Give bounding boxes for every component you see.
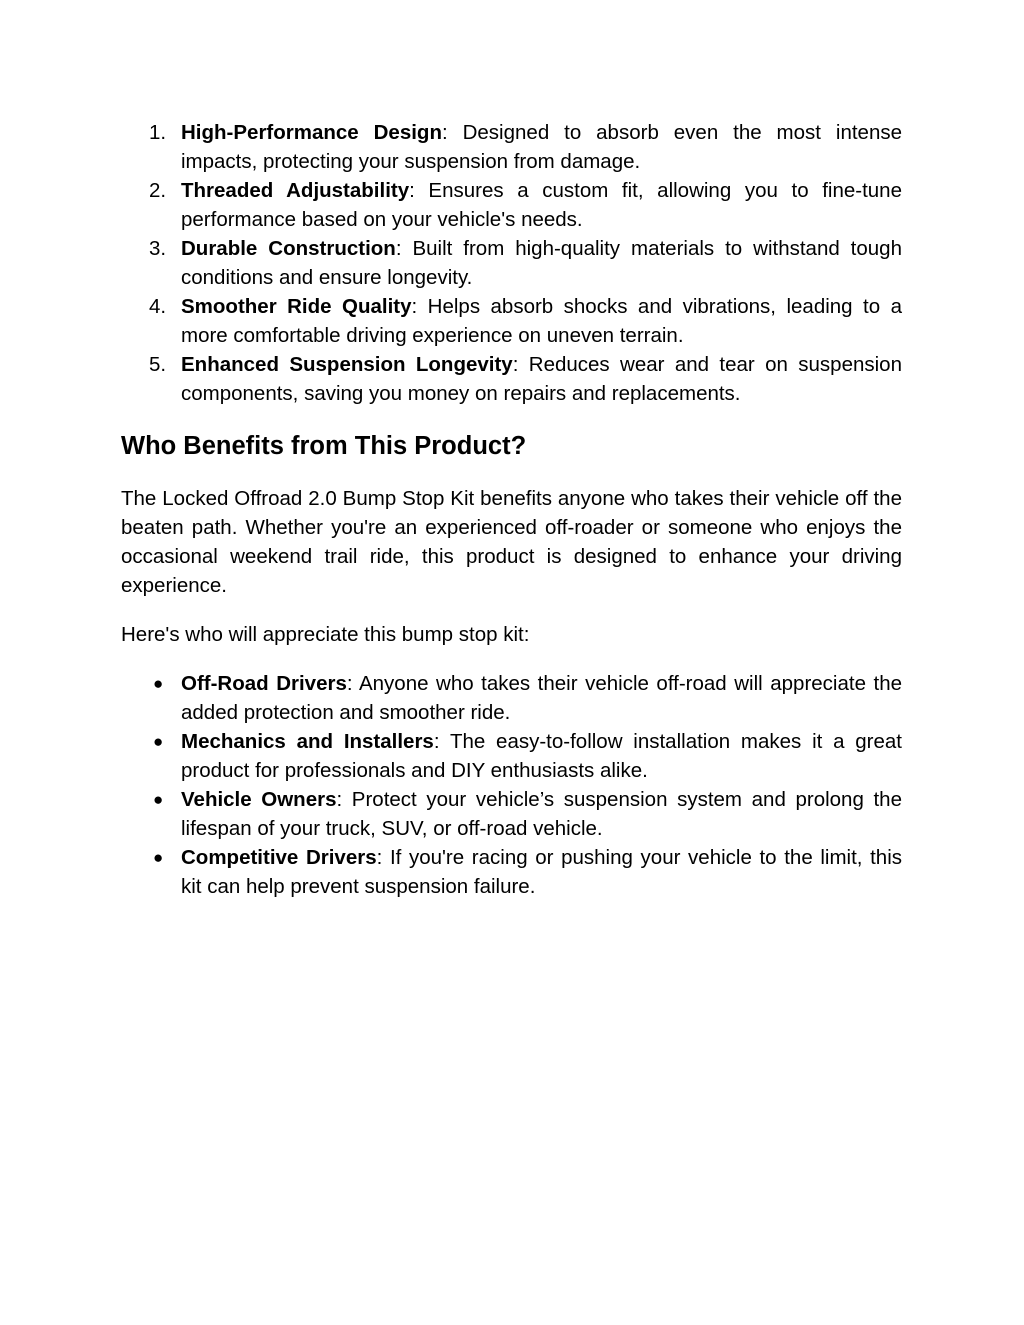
feature-item — [121, 176, 902, 234]
audience-text: : If you're racing or pushing your vehicle to the limit, this kit can help prevent suspension failure. — [181, 846, 903, 898]
audience-item — [121, 843, 902, 901]
audience-term: Mechanics and Installers — [181, 730, 434, 753]
audience-item — [121, 669, 902, 727]
section-heading: Who Benefits from This Product? — [121, 432, 527, 460]
audience-item — [121, 785, 902, 843]
feature-term: Smoother Ride Quality — [181, 295, 412, 318]
list-number: 5. — [149, 353, 167, 376]
feature-text: : Ensures a custom fit, allowing you to fine-tune performance based on your vehicle's needs. — [181, 179, 902, 231]
audience-term: Off-Road Drivers — [181, 672, 347, 695]
feature-term: Durable Construction — [181, 237, 396, 260]
feature-item — [121, 234, 902, 292]
bullet-icon: ● — [153, 848, 164, 867]
feature-text: : Built from high-quality materials to withstand tough conditions and ensure longevity. — [181, 237, 902, 289]
feature-term: Enhanced Suspension Longevity — [181, 353, 513, 376]
feature-item — [121, 292, 902, 350]
audience-item — [121, 727, 902, 785]
feature-item — [121, 118, 902, 176]
feature-term: Threaded Adjustability — [181, 179, 410, 202]
list-number: 4. — [149, 295, 167, 318]
bullet-icon: ● — [153, 790, 164, 809]
bullet-icon: ● — [153, 732, 164, 751]
feature-text: : Helps absorb shocks and vibrations, leading to a more comfortable driving experience on uneven terrain. — [181, 295, 902, 347]
bullet-icon: ● — [153, 674, 164, 693]
list-number: 3. — [149, 237, 167, 260]
audience-text: : The easy-to-follow installation makes it a great product for professionals and DIY enthusiasts alike. — [181, 730, 902, 782]
audience-text: : Anyone who takes their vehicle off-road will appreciate the added protection and smoother ride. — [181, 672, 902, 724]
list-number: 1. — [149, 121, 167, 144]
section-paragraph: The Locked Offroad 2.0 Bump Stop Kit benefits anyone who takes their vehicle off the beaten path. Whether you're an experienced off-roader or someone who enjoys the occasional weekend trail ride, this product is designed to enhance your driving experience. — [121, 487, 902, 597]
audience-text: : Protect your vehicle’s suspension system and prolong the lifespan of your truck, SUV, or off-road vehicle. — [181, 788, 902, 840]
audience-list — [121, 669, 902, 901]
section-intro: Here's who will appreciate this bump stop kit: — [121, 623, 530, 646]
list-number: 2. — [149, 179, 167, 202]
audience-term: Competitive Drivers — [181, 846, 377, 869]
audience-term: Vehicle Owners — [181, 788, 337, 811]
feature-item — [121, 350, 902, 408]
feature-text: : Reduces wear and tear on suspension components, saving you money on repairs and replacements. — [181, 353, 902, 405]
feature-text: : Designed to absorb even the most intense impacts, protecting your suspension from damage. — [181, 121, 903, 173]
features-list — [121, 118, 902, 408]
feature-term: High-Performance Design — [181, 121, 442, 144]
